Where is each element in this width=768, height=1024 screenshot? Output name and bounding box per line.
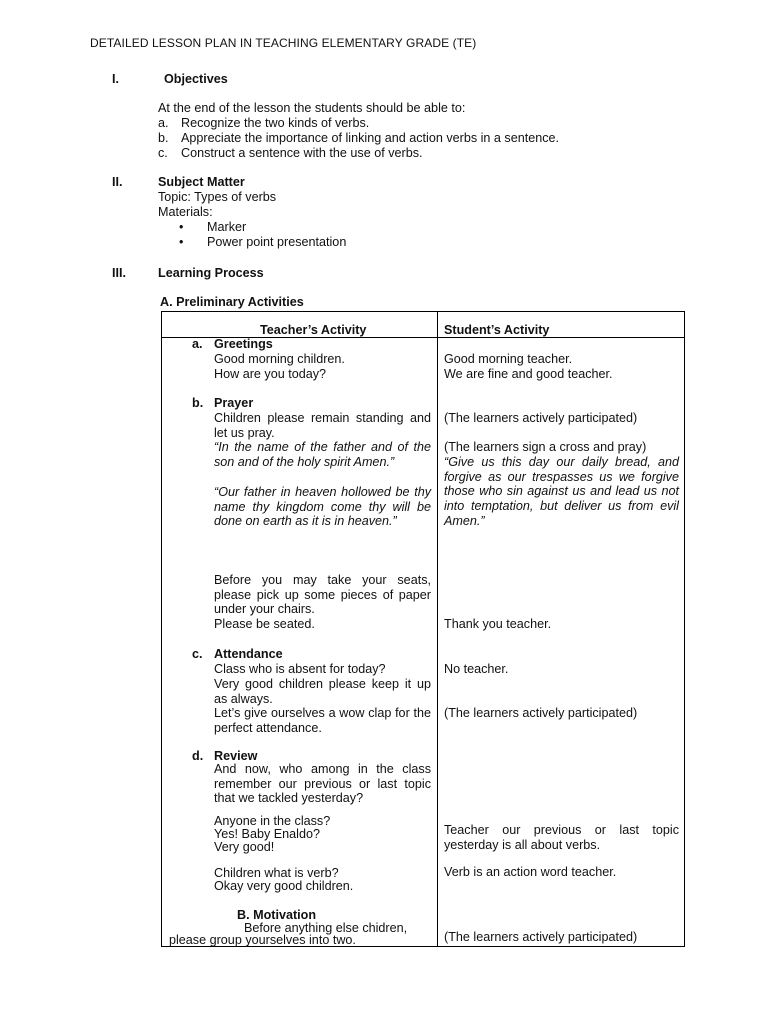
teacher-line: Okay very good children.: [214, 879, 354, 893]
attendance-letter: c.: [192, 647, 203, 661]
teacher-line: Anyone in the class?: [214, 814, 331, 828]
objective-letter: c.: [158, 146, 168, 160]
materials-item: • Power point presentation: [159, 235, 346, 250]
preliminary-activities-heading: A. Preliminary Activities: [160, 295, 304, 309]
teacher-activity-header: Teacher’s Activity: [260, 323, 367, 337]
teacher-line: Class who is absent for today?: [214, 662, 386, 676]
student-line: Thank you teacher.: [444, 617, 552, 631]
student-line: We are fine and good teacher.: [444, 367, 613, 381]
subject-topic: Topic: Types of verbs: [158, 190, 277, 204]
teacher-line: How are you today?: [214, 367, 327, 381]
objective-letter: b.: [158, 131, 169, 145]
materials-item: • Marker: [159, 220, 346, 235]
attendance-title: Attendance: [214, 647, 283, 661]
teacher-line: Good morning children.: [214, 352, 345, 366]
teacher-paragraph: Very good children please keep it up as always.: [214, 677, 431, 706]
greetings-letter: a.: [192, 337, 203, 351]
student-line: (The learners actively participated): [444, 930, 638, 944]
activities-table: [161, 311, 685, 947]
student-line: Verb is an action word teacher.: [444, 865, 617, 879]
prayer-title: Prayer: [214, 396, 254, 410]
student-line: No teacher.: [444, 662, 509, 676]
section-numeral-objectives: I.: [112, 72, 119, 86]
teacher-prayer-quote: “Our father in heaven hollowed be thy name thy kingdom come thy will be done on earth as it is in heaven.”: [214, 485, 431, 529]
document-header: DETAILED LESSON PLAN IN TEACHING ELEMENTARY GRADE (TE): [90, 36, 477, 50]
teacher-paragraph: Let’s give ourselves a wow clap for the perfect attendance.: [214, 706, 431, 735]
teacher-line: Please be seated.: [214, 617, 315, 631]
objectives-intro: At the end of the lesson the students should be able to:: [158, 101, 466, 115]
teacher-line: Before anything else chidren,: [244, 921, 408, 935]
materials-label: Materials:: [158, 205, 213, 219]
teacher-line: Children what is verb?: [214, 866, 339, 880]
student-paragraph: Teacher our previous or last topic yesterday is all about verbs.: [444, 823, 679, 852]
review-letter: d.: [192, 749, 204, 763]
objective-item: Appreciate the importance of linking and action verbs in a sentence.: [181, 131, 560, 145]
teacher-prayer-quote: “In the name of the father and of the son and of the holy spirit Amen.”: [214, 440, 431, 469]
greetings-title: Greetings: [214, 337, 273, 351]
subject-matter-heading: Subject Matter: [158, 175, 245, 189]
objective-item: Recognize the two kinds of verbs.: [181, 116, 370, 130]
review-title: Review: [214, 749, 258, 763]
teacher-paragraph: Children please remain standing and let us pray.: [214, 411, 431, 440]
student-line: (The learners sign a cross and pray): [444, 440, 647, 454]
section-numeral-learning: III.: [112, 266, 126, 280]
section-numeral-subject: II.: [112, 175, 123, 189]
materials-list: [159, 220, 346, 249]
student-line: Good morning teacher.: [444, 352, 573, 366]
objective-item: Construct a sentence with the use of verbs.: [181, 146, 423, 160]
student-prayer-quote: “Give us this day our daily bread, and forgive as our trespasses us we forgive those who sin against us and lead us not into temptation, but deliver us from evil Amen.”: [444, 455, 679, 528]
teacher-paragraph: Before you may take your seats, please pick up some pieces of paper under your chairs.: [214, 573, 431, 617]
teacher-line: Yes! Baby Enaldo?: [214, 827, 320, 841]
learning-process-heading: Learning Process: [158, 266, 264, 280]
student-line: (The learners actively participated): [444, 411, 638, 425]
teacher-line: please group yourselves into two.: [169, 933, 356, 947]
prayer-letter: b.: [192, 396, 204, 410]
objectives-heading: Objectives: [164, 72, 228, 86]
student-activity-header: Student’s Activity: [444, 323, 550, 337]
column-divider: [437, 312, 438, 946]
motivation-title: B. Motivation: [237, 908, 317, 922]
teacher-paragraph: And now, who among in the class remember our previous or last topic that we tackled yesterday?: [214, 762, 431, 806]
objective-letter: a.: [158, 116, 169, 130]
student-line: (The learners actively participated): [444, 706, 638, 720]
teacher-line: Very good!: [214, 840, 275, 854]
